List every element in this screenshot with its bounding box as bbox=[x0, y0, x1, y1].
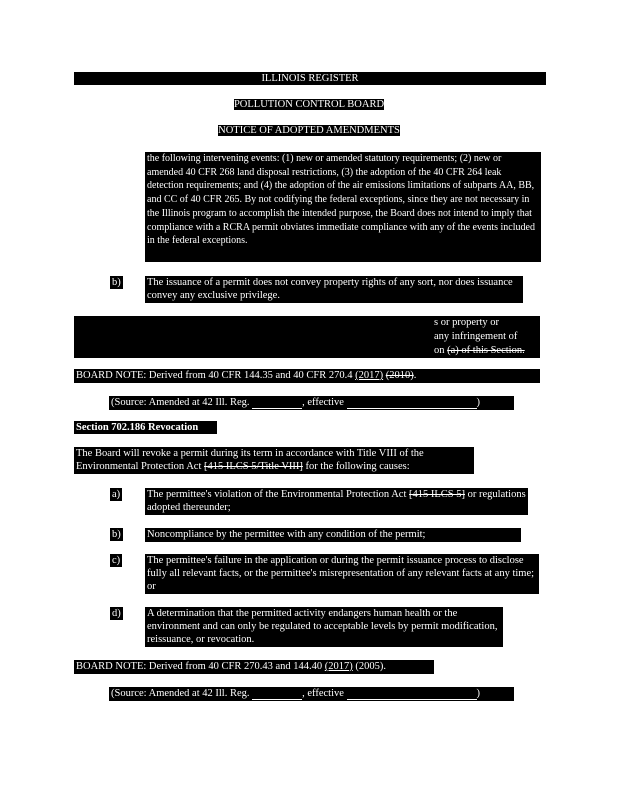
source-1-close: ) bbox=[476, 397, 481, 408]
source-1-effective: , effective bbox=[302, 397, 347, 408]
source-line-1 bbox=[109, 396, 514, 410]
register-title: ILLINOIS REGISTER bbox=[261, 73, 359, 84]
source-1-prefix: (Source: Amended at 42 Ill. Reg. bbox=[111, 397, 253, 408]
item-c-line3 bbox=[434, 344, 525, 357]
board-note-1 bbox=[74, 369, 540, 383]
cause-b-label: b) bbox=[112, 529, 121, 540]
board-note-1-year-old: (2010) bbox=[385, 370, 414, 381]
continuation-paragraph bbox=[145, 152, 541, 262]
revocation-intro bbox=[74, 447, 474, 474]
cause-b-marker bbox=[110, 528, 123, 541]
cause-a-label: a) bbox=[112, 489, 121, 500]
board-note-1-text: BOARD NOTE: Derived from 40 CFR 144.35 and 40 CFR 270.4 bbox=[76, 370, 356, 381]
cause-c-marker bbox=[110, 554, 122, 567]
source-2-effective: , effective bbox=[302, 688, 347, 699]
register-header bbox=[74, 72, 546, 85]
intro-line-2: Environmental Protection Act bbox=[76, 461, 205, 472]
source-1-reg-blank bbox=[252, 408, 302, 409]
intro-struck-citation: [415 ILCS 5/Title VIII] bbox=[204, 461, 303, 472]
cause-d-label: d) bbox=[112, 608, 121, 619]
cause-c-label: c) bbox=[112, 555, 121, 566]
cause-a-marker bbox=[110, 488, 122, 501]
board-note-2-year-new: (2017) bbox=[324, 661, 353, 672]
board-note-1-tail: . bbox=[413, 370, 417, 381]
item-b-marker bbox=[110, 276, 123, 289]
item-c-line1-text: s or property or bbox=[434, 317, 500, 328]
source-1-date-blank bbox=[347, 408, 477, 409]
item-c-line2 bbox=[434, 330, 517, 343]
intro-tail: for the following causes: bbox=[302, 461, 410, 472]
source-line-2 bbox=[109, 687, 514, 701]
continuation-text: the following intervening events: (1) new or amended statutory requirements; (2) new or amended 40 CFR 268 land disposal restrictions, (3) the adoption of the 40 CFR 264 leak detection requirements; and (4) the adoption of the air emissions limitations of subparts AA, BB, and CC of 40 CFR 265. By not codifying the federal exceptions, since they are not necessary in the Illinois program to accomplish the intended purpose, the Board does not intend to imply that compliance with a RCRA permit obviates immediate compliance with any of the events included in the federal exceptions. bbox=[147, 153, 535, 247]
cause-d-body: A determination that the permitted activity endangers human health or the environment and can only be regulated to acceptable levels by permit modification, reissuance, or revocation. bbox=[147, 608, 498, 645]
source-2-prefix: (Source: Amended at 42 Ill. Reg. bbox=[111, 688, 253, 699]
cause-a-body: The permittee's violation of the Environmental Protection Act bbox=[147, 489, 409, 500]
board-note-1-year-new: (2017) bbox=[355, 370, 384, 381]
cause-a-tail: or regulations adopted thereunder; bbox=[147, 489, 526, 513]
intro-line-1: The Board will revoke a permit during its term in accordance with Title VIII of the bbox=[76, 448, 424, 459]
cause-c-text bbox=[145, 554, 539, 594]
item-c-line3-struck: (a) of this Section. bbox=[447, 345, 525, 356]
cause-a-text bbox=[145, 488, 528, 515]
board-note-2-tail: (2005). bbox=[352, 661, 387, 672]
item-c-line2-text: any infringement of bbox=[434, 331, 518, 342]
board-note-2 bbox=[74, 660, 434, 674]
item-b-label: b) bbox=[112, 277, 121, 288]
board-note-2-text: BOARD NOTE: Derived from 40 CFR 270.43 and 144.40 bbox=[76, 661, 325, 672]
board-header bbox=[222, 98, 396, 111]
cause-c-body: The permittee's failure in the application or during the permit issuance process to disclose fully all relevant facts, or the permittee's misrepresentation of any relevant facts at any time; or bbox=[147, 555, 535, 592]
item-c-line3-text: on bbox=[434, 345, 448, 356]
notice-header bbox=[204, 124, 414, 137]
item-b-text bbox=[145, 276, 523, 303]
notice-title: NOTICE OF ADOPTED AMENDMENTS bbox=[218, 125, 400, 136]
source-2-date-blank bbox=[347, 699, 477, 700]
section-heading bbox=[74, 421, 217, 434]
source-2-reg-blank bbox=[252, 699, 302, 700]
cause-a-struck: [415 ILCS 5] bbox=[409, 489, 465, 500]
item-c-line1 bbox=[434, 316, 499, 329]
section-heading-text: Section 702.186 Revocation bbox=[76, 422, 199, 433]
cause-b-body: Noncompliance by the permittee with any condition of the permit; bbox=[147, 529, 426, 540]
cause-d-text bbox=[145, 607, 503, 647]
board-title: POLLUTION CONTROL BOARD bbox=[233, 99, 385, 110]
source-2-close: ) bbox=[476, 688, 481, 699]
cause-d-marker bbox=[110, 607, 123, 620]
item-b-body: The issuance of a permit does not convey property rights of any sort, nor does issuance convey any exclusive privilege. bbox=[147, 277, 513, 301]
cause-b-text bbox=[145, 528, 521, 542]
